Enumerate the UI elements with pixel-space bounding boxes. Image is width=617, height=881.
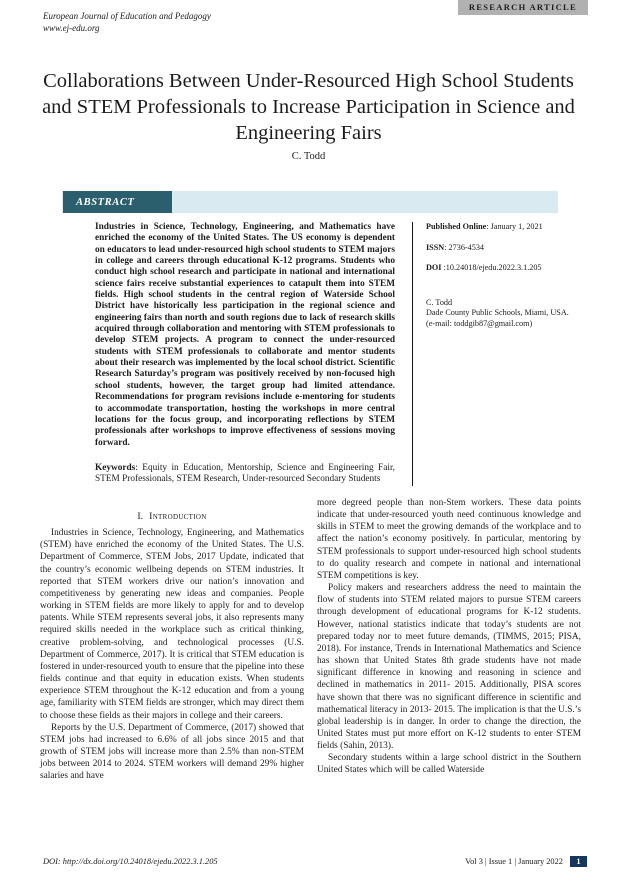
journal-website-link[interactable]: www.ej-edu.org xyxy=(43,22,100,33)
left-column xyxy=(40,497,304,782)
paper-author: C. Todd xyxy=(291,151,326,162)
footer-doi-link[interactable]: DOI: http://dx.doi.org/10.24018/ejedu.2022.3.1.205 xyxy=(43,857,218,866)
doi: DOI :10.24018/ejedu.2022.3.1.205 xyxy=(426,263,542,273)
body-paragraph: Policy makers and researchers address the need to maintain the flow of students into STEM related majors to pursue STEM careers through development of educational programs for K-12 students. However, national statistics indicate that today’s students are not prepared today nor to meet future demands, (TIMMS, 2015; PISA, 2018). For instance, Trends in International Mathematics and Science has shown that United States 8th grade students have not made significant difference in knowing and reasoning in science and declined in mathematics in 2011- 2015. Additionally, PISA scores have shown that there was no significant difference in scientific and mathematical literacy in 2013- 2015. The implication is that the U.S.’s global leadership is in danger. In order to change the direction, the United States must put more effort on K-12 students to enter STEM fields (Sahin, 2013). xyxy=(317,583,581,752)
section-heading-introduction: I. Introduction xyxy=(137,511,207,522)
author-email-link[interactable]: (e-mail: toddgib87@gmail.com) xyxy=(426,318,533,328)
abstract-text: Industries in Science, Technology, Engineering, and Mathematics have enriched the economy of the United States. The US economy is dependent on educators to lead under-resourced high school students to STEM majors in college and careers through educational K-12 programs. Students who conduct high school research and participate in national and international science fairs receive substantial experiences to catapult them into STEM fields. High school students in the central region of Waterside School District have historically less participation in the regional science and engineering fairs than north and south regions due to lack of research skills acquired through collaboration and mentoring with STEM professionals to develop STEM projects. A program to connect the under-resourced students with STEM professionals to collaborate and mentor students about their research was implemented by the local school district. Scientific Research Saturday’s program was positively received by non-focused high school students, however, the target group had limited attendance. Recommendations for program revisions include e-mentoring for students to accommodate transportation, hosting the workshops in more central locations for the focus group, and incorporating reflections by STEM professionals after workshops to improve effectiveness of sessions moving forward. xyxy=(95,222,395,448)
title-block xyxy=(0,68,617,162)
right-column xyxy=(317,497,581,782)
abstract-header-strip xyxy=(62,191,558,213)
body-paragraph: Industries in Science, Technology, Engineering, and Mathematics (STEM) have enriched the economy of the United States. The U.S. Department of Commerce, STEM Jobs, 2017 Update, indicated that the country’s economic wellbeing depends on STEM industries. It reported that STEM workers drive our nation’s innovation and competitiveness by generating new ideas and companies. People working in STEM fields are more likely to apply for and to develop patents. While STEM represents several jobs, it also represents many required skills needed in the workplace such as critical thinking, creative problem-solving, and technological processes (U.S. Department of Commerce, 2017). It is critical that STEM education is fostered in under-resourced youth to ensure that the pipeline into these fields continue and that equity in education exists. When students experience STEM throughout the K-12 education and from a young age, familiarity with STEM fields are stronger, which may direct them to choose these fields as their majors in college and their careers. xyxy=(40,528,304,721)
journal-header xyxy=(43,11,211,34)
abstract-column xyxy=(95,222,395,486)
body-paragraph: more degreed people than non-Stem workers. These data points indicate that under-resourced youth need continuous knowledge and skills in STEM to meet the growing demands of the workplace and to affect the nation’s economy positively. In particular, mentoring by STEM professionals to support under-resourced high school students to do quality research and compete in national and international STEM competitions is key. xyxy=(317,498,581,581)
keywords-text: : Equity in Education, Mentorship, Science and Engineering Fair, STEM Professionals, STEM Research, Under-resourced Secondary Students xyxy=(95,462,395,485)
page-number-badge: 1 xyxy=(570,856,587,867)
paper-title: Collaborations Between Under-Resourced High School Students and STEM Professionals to Increase Participation in Science and Engineering Fairs xyxy=(42,70,575,144)
page-footer xyxy=(43,856,587,867)
body-columns xyxy=(40,497,581,782)
issn: ISSN: 2736-4534 xyxy=(426,242,485,252)
author-name: C. Todd xyxy=(426,297,453,307)
author-meta xyxy=(426,298,590,330)
journal-name: European Journal of Education and Pedagogy xyxy=(43,11,211,21)
footer-issue-info: Vol 3 | Issue 1 | January 2022 1 xyxy=(465,856,587,867)
body-paragraph: Secondary students within a large school district in the Southern United States which will be called Waterside xyxy=(317,753,581,776)
body-paragraph: Reports by the U.S. Department of Commerce, (2017) showed that STEM jobs had increased to 6.6% of all jobs since 2015 and that growth of STEM jobs will increase more than 2.5% than non-STEM jobs between 2014 to 2024. STEM workers will demand 29% higher salaries and have xyxy=(40,722,304,782)
author-affiliation: Dade County Public Schools, Miami, USA. xyxy=(426,308,569,318)
research-article-badge: RESEARCH ARTICLE xyxy=(458,0,588,15)
keywords xyxy=(95,463,395,486)
keywords-label: Keywords xyxy=(95,462,136,473)
article-meta-sidebar xyxy=(412,222,590,486)
abstract-label: ABSTRACT xyxy=(63,191,172,213)
abstract-section xyxy=(0,191,617,486)
published-online: Published Online: January 1, 2021 xyxy=(426,222,543,231)
